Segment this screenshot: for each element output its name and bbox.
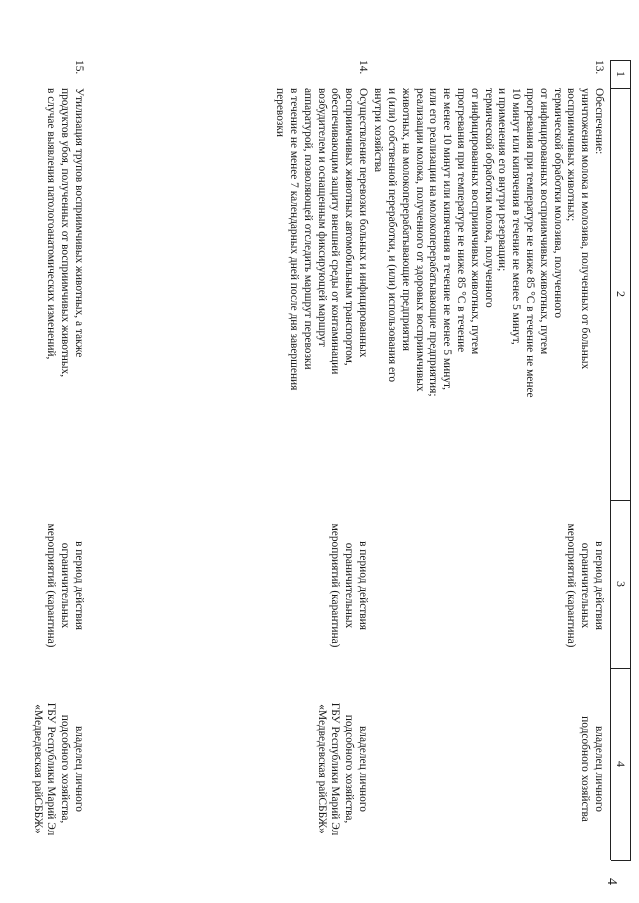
action-line: восприимчивых животных автомобильным транспортом, bbox=[343, 88, 356, 366]
term-cell bbox=[44, 508, 85, 663]
action-line: возбудителем и оснащенным фиксирующей маршрут bbox=[315, 88, 328, 347]
column-header-2: 2 bbox=[614, 291, 628, 297]
term-cell bbox=[328, 508, 369, 663]
action-line: 10 минут или кипячения в течение не менее 5 минут, bbox=[510, 88, 523, 345]
responsible-line: «Медведевская райСББЖ» bbox=[31, 704, 44, 834]
action-line: в течение не менее 7 календарных дней после дня завершения bbox=[288, 88, 301, 391]
action-line: от инфицированных восприимчивых животных, путем bbox=[537, 88, 550, 355]
term-line: в период действия bbox=[357, 541, 369, 630]
responsible-line: подсобного хозяйства bbox=[579, 716, 592, 822]
action-line: и (или) собственной переработки, и (или) использования его bbox=[386, 88, 399, 383]
responsible-line: подсобного хозяйства, bbox=[59, 714, 72, 824]
term-line: ограничительных bbox=[579, 542, 592, 629]
term-cell bbox=[564, 508, 605, 663]
action-cell bbox=[44, 88, 85, 496]
action-line: Утилизация трупов восприимчивых животных, а также bbox=[73, 88, 85, 358]
action-line: внутри хозяйства bbox=[372, 88, 385, 173]
action-cell bbox=[370, 88, 605, 496]
action-line: и применения его внутри резервации; bbox=[496, 88, 509, 272]
term-line: ограничительных bbox=[343, 542, 356, 629]
page-number: 4 bbox=[604, 878, 619, 885]
term-line: мероприятий (карантина) bbox=[45, 523, 58, 648]
action-line: Обеспечение: bbox=[593, 88, 605, 155]
term-line: мероприятий (карантина) bbox=[329, 523, 342, 648]
term-line: в период действия bbox=[593, 541, 605, 630]
action-line: термической обработки молока, полученного bbox=[482, 88, 495, 308]
action-line: восприимчивых животных; bbox=[565, 88, 578, 222]
action-line: уничтожения молока и молозива, полученных от больных bbox=[579, 88, 592, 370]
responsible-cell bbox=[314, 680, 369, 858]
action-line: продуктов убоя, полученных от восприимчивых животных, bbox=[59, 88, 72, 378]
action-line: реализации молока, полученного от здоровых восприимчивых bbox=[413, 88, 426, 392]
action-line: термической обработки молозива, полученного bbox=[551, 88, 564, 319]
header-divider bbox=[611, 860, 631, 861]
responsible-line: владелец личного bbox=[357, 726, 369, 812]
responsible-line: владелец личного bbox=[73, 726, 85, 812]
action-line: животных, на молокоперерабатывающие предприятия bbox=[399, 88, 412, 352]
responsible-line: «Медведевская райСББЖ» bbox=[315, 704, 328, 834]
term-line: ограничительных bbox=[59, 542, 72, 629]
action-line: обеспечивающим защиту внешней среды от контаминации bbox=[329, 88, 342, 375]
responsible-line: ГБУ Республики Марий Эл bbox=[329, 702, 342, 836]
action-line: перевозки bbox=[274, 88, 287, 138]
action-cell bbox=[272, 88, 369, 496]
action-line: от инфицированных восприимчивых животных, путем bbox=[468, 88, 481, 355]
row-number: 13. bbox=[593, 60, 605, 75]
responsible-cell bbox=[30, 680, 85, 858]
row-number: 14. bbox=[357, 60, 369, 75]
responsible-cell bbox=[577, 680, 605, 858]
action-line: Осуществление перевозки больных и инфицированных bbox=[357, 88, 369, 358]
action-line: не менее 10 минут или кипячения в течение не менее 5 минут, bbox=[441, 88, 454, 391]
action-line: аппаратурой, позволяющей отследить маршрут перевозки bbox=[301, 88, 314, 370]
term-line: мероприятий (карантина) bbox=[565, 523, 578, 648]
term-line: в период действия bbox=[73, 541, 85, 630]
action-line: прогревания при температуре не ниже 85 °С в течение bbox=[455, 88, 468, 353]
column-header-4: 4 bbox=[614, 761, 628, 767]
action-line: прогревания при температуре не ниже 85 °С в течение не менее bbox=[524, 88, 537, 398]
responsible-line: ГБУ Республики Марий Эл bbox=[45, 702, 58, 836]
responsible-line: подсобного хозяйства, bbox=[343, 714, 356, 824]
responsible-line: владелец личного bbox=[593, 726, 605, 812]
action-line: в случае выявления патологоанатомических изменений, bbox=[45, 88, 58, 360]
action-line: или его реализации на молокоперерабатывающие предприятия; bbox=[427, 88, 440, 397]
column-header-3: 3 bbox=[614, 581, 628, 587]
row-number: 15. bbox=[73, 60, 85, 75]
column-header-1: 1 bbox=[614, 71, 628, 77]
